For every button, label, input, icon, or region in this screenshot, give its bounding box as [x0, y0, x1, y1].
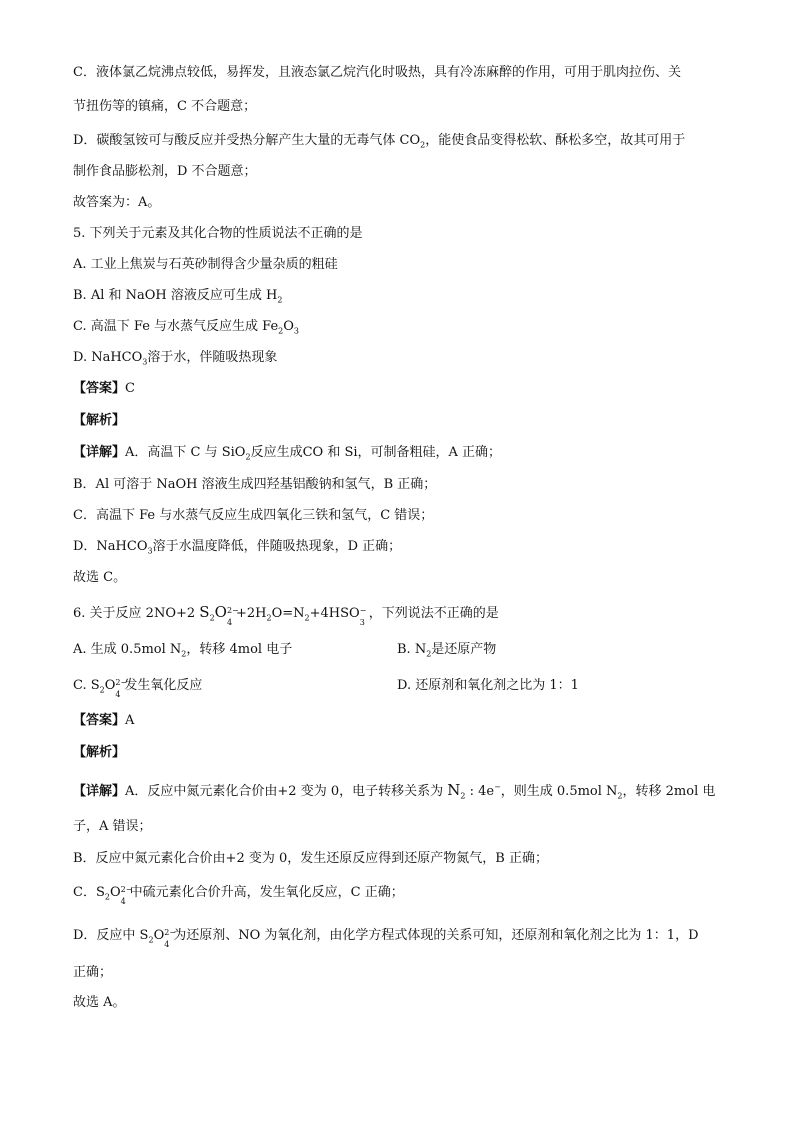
subscript: 4: [120, 896, 126, 906]
subscript: 2: [181, 649, 187, 659]
superscript: 2−: [120, 884, 133, 894]
subscript: 2: [99, 685, 105, 695]
subscript: 2: [278, 326, 284, 336]
subscript: 3: [142, 357, 148, 367]
q5-option-c: [73, 318, 299, 336]
text-span: B. Al 和 NaOH 溶液反应可生成 H: [73, 288, 278, 303]
detail-label: 【详解】: [73, 445, 126, 460]
text-span: D. NaHCO: [73, 350, 143, 365]
text-span: O: [109, 885, 121, 900]
text-span: 是还原产物: [431, 642, 497, 657]
analysis-6-label: [73, 744, 125, 762]
answer-label: 【答案】: [73, 381, 126, 396]
text-span: ，转移 4mol 电子: [186, 642, 293, 657]
answer-6: [73, 712, 134, 730]
text-span: ，则生成 0.5mol N: [500, 784, 618, 799]
subscript: 2: [245, 452, 251, 462]
subscript: 4: [164, 939, 170, 949]
detail-label: 【详解】: [73, 784, 126, 799]
text-span: +2H: [235, 606, 267, 621]
text-span: A．高温下 C 与 SiO: [125, 445, 246, 460]
question-6-stem: [73, 603, 499, 627]
text-span: C．S: [73, 885, 105, 900]
text-span: A. 生成 0.5mol N: [73, 642, 182, 657]
text-span: : 4e: [465, 784, 495, 799]
ion-charge: [115, 677, 128, 699]
ion-charge: [226, 605, 239, 627]
text-line: [73, 132, 685, 150]
text-span: C. S: [73, 678, 100, 693]
text-span: D．碳酸氢铵可与酸反应并受热分解产生大量的无毒气体 CO: [73, 133, 421, 148]
explain-6-end: 故选 A。: [73, 995, 126, 1010]
text-span: 中硫元素化合价升高，发生氧化反应，C 正确；: [129, 885, 404, 900]
q6-option-b: [397, 641, 496, 659]
text-span: 反应生成CO 和 Si，可制备粗硅，A 正确；: [250, 445, 502, 460]
explain-6-b: B．反应中氮元素化合价由+2 变为 0，发生还原反应得到还原产物氮气，B 正确；: [73, 851, 548, 866]
subscript: 2: [209, 613, 215, 623]
analysis-5-label: [73, 412, 125, 430]
text-span: S: [199, 603, 210, 621]
explain-5-c: C．高温下 Fe 与水蒸气反应生成四氧化三铁和氢气，C 错误；: [73, 508, 434, 523]
superscript: 2−: [164, 927, 177, 937]
text-span: ，转移 2mol 电: [622, 784, 716, 799]
subscript: 2: [426, 649, 432, 659]
text-span: 发生氧化反应: [124, 678, 203, 693]
text-span: N: [447, 781, 461, 799]
text-span: 溶于水，伴随吸热现象: [147, 350, 278, 365]
question-5-stem: 5. 下列关于元素及其化合物的性质说法不正确的是: [73, 226, 363, 241]
subscript: 2: [304, 613, 310, 623]
text-span: D．反应中 S: [73, 928, 149, 943]
text-span: D．NaHCO: [73, 539, 148, 554]
text-line: 制作食品膨松剂，D 不合题意；: [73, 164, 257, 179]
text-span: ，下列说法不正确的是: [368, 606, 499, 621]
subscript: 3: [147, 546, 153, 556]
answer-value: C: [125, 381, 135, 396]
q5-option-a: A. 工业上焦炭与石英砂制得含少量杂质的粗硅: [73, 257, 338, 272]
subscript: 2: [277, 295, 283, 305]
q6-option-a: [73, 641, 292, 659]
explain-5-b: B．Al 可溶于 NaOH 溶液生成四羟基铝酸钠和氢气，B 正确；: [73, 477, 437, 492]
subscript: 4: [226, 617, 233, 627]
superscript: 2−: [226, 605, 239, 615]
text-span: O: [283, 319, 294, 334]
text-span: 溶于水温度降低，伴随吸热现象，D 正确；: [152, 539, 402, 554]
explain-6-a-cont: 子，A 错误；: [73, 819, 152, 834]
subscript: 2: [460, 791, 466, 801]
q5-option-d: [73, 349, 277, 367]
explain-6-d-cont: 正确；: [73, 965, 113, 980]
ion-charge: [120, 884, 133, 906]
text-span: O: [153, 928, 165, 943]
superscript: −: [359, 605, 367, 615]
analysis-label: 【解析】: [73, 413, 126, 428]
superscript: 2−: [115, 677, 128, 687]
text-span: O: [214, 603, 227, 621]
text-line: 节扭伤等的镇痛，C 不合题意；: [73, 99, 257, 114]
answer-5: [73, 380, 135, 398]
text-span: O: [104, 678, 116, 693]
q6-option-c: [73, 677, 203, 699]
q6-option-d: D. 还原剂和氧化剂之比为 1：1: [397, 678, 579, 693]
subscript: 2: [148, 935, 154, 945]
explain-6-c: [73, 884, 404, 906]
text-span: 为还原剂、NO 为氧化剂，由化学方程式体现的关系可知，还原剂和氧化剂之比为 1：1，D: [173, 928, 699, 943]
subscript: 3: [359, 617, 365, 627]
q5-option-b: [73, 287, 282, 305]
explain-5-d: [73, 538, 401, 556]
explain-5-a: [73, 444, 501, 462]
ion-charge: [164, 927, 177, 949]
text-span: +4HSO: [309, 606, 360, 621]
text-span: ，能使食品变得松软、酥松多空，故其可用于: [425, 133, 686, 148]
explain-6-a: [73, 781, 715, 801]
ion-charge: [359, 605, 369, 627]
text-span: A．反应中氮元素化合价由+2 变为 0，电子转移关系为: [125, 784, 448, 799]
subscript: 4: [115, 689, 121, 699]
subscript: 2: [104, 892, 110, 902]
analysis-label: 【解析】: [73, 745, 126, 760]
text-line: 故答案为：A。: [73, 195, 161, 210]
answer-label: 【答案】: [73, 713, 126, 728]
subscript: 2: [617, 791, 623, 801]
explain-6-d: [73, 927, 699, 949]
text-span: O=N: [271, 606, 305, 621]
subscript: 2: [266, 613, 272, 623]
subscript: 3: [293, 326, 300, 336]
explain-5-end: 故选 C。: [73, 570, 127, 585]
text-line: C．液体氯乙烷沸点较低，易挥发，且液态氯乙烷汽化时吸热，具有冷冻麻醉的作用，可用于肌肉拉伤、关: [73, 65, 681, 80]
subscript: 2: [420, 140, 426, 150]
text-span: 6. 关于反应 2NO+2: [73, 606, 196, 621]
text-span: B. N: [397, 642, 427, 657]
text-span: C. 高温下 Fe 与水蒸气反应生成 Fe: [73, 319, 279, 334]
superscript: −: [494, 782, 501, 792]
answer-value: A: [125, 713, 135, 728]
